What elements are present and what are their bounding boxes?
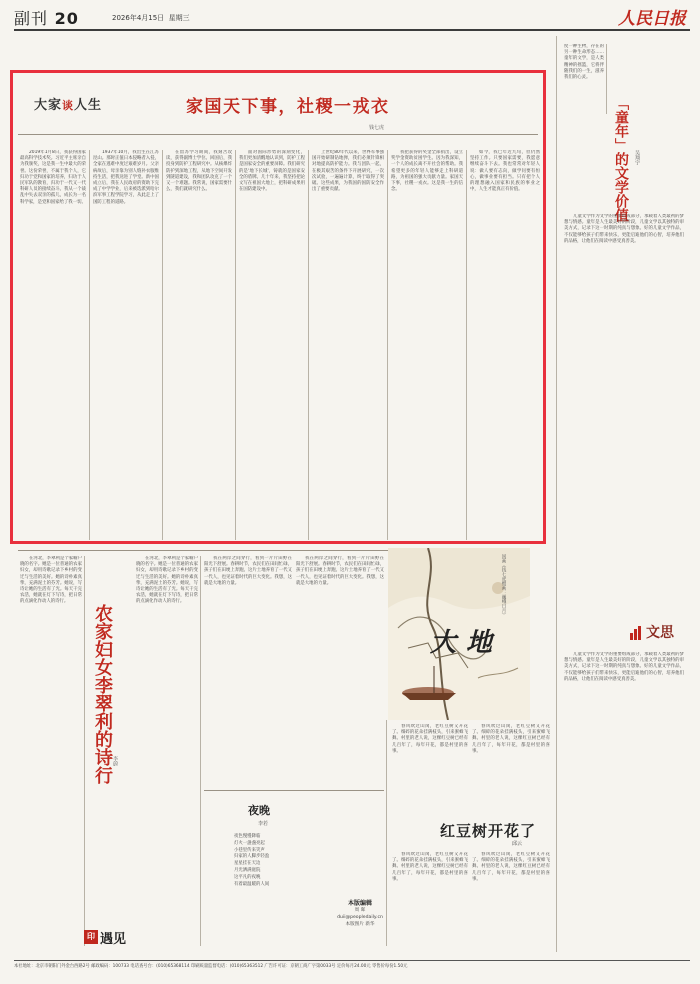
poem-line: 星星挂在天边 <box>234 861 261 867</box>
poem-line: 月光洒满庭院 <box>234 867 261 873</box>
feature-rule <box>18 134 538 135</box>
feature-column-7: 如今，我已年近九旬，但仍然坚持工作。只要国家需要，我愿意继续奋斗下去。我也常常对年轻人说：做人要有志向，做学问要有恒心，做事业要有担当。只有把个人的理想融入国家和民族的事业之中，人生才能真正有价值。 <box>470 150 540 193</box>
feature-column-6: 我把获得的奖金全部捐出，设立奖学金资助贫困学生。因为我深知，一个人的成长离不开社会的帮助。我希望更多的年轻人能够走上科研道路，为祖国的强大贡献力量。家国天下事，社稷一戎衣。这是我一生的信念。 <box>391 150 463 193</box>
feature-column-5: 上世纪80年代以来，世界军事强国开始研制钻地弹，我们必须针锋相对地提高防护能力。我与团队一起，在极其艰苦的条件下开展研究，一次次试验，一遍遍计算，终于取得了突破。这些成果，为我国的国防安全作出了重要贡献。 <box>312 150 384 193</box>
encounter-stamp: 印 遇见 <box>84 928 128 948</box>
column-divider <box>84 556 85 946</box>
poem-author: 李若 <box>258 821 269 827</box>
column-divider <box>162 150 163 540</box>
poem-lines <box>234 834 314 888</box>
poem-line: 夜色慢慢降临 <box>234 834 261 839</box>
red-bean-body: 春风吹过山岗，老红豆树又开花了。细碎的花朵挂满枝头，引来蜜蜂飞舞。村里的老人说，这棵红豆树已经有几百年了，每年开花，都是村里的喜事。 <box>392 852 468 882</box>
feature-column-1: 2019年1月8日，我获得国家最高科学技术奖。习近平主席亲自为我颁奖，这是我一生中最大的荣誉。这份荣誉，不属于我个人，它归功于党和国家的培养，归功于人民军队的教育，归功于一代又一代科研人员的接续奋斗。我从一个战乱中失去双亲的孤儿，成长为一名科学家，是党和国家给了我一切。 <box>20 150 86 205</box>
header-rule <box>14 29 690 31</box>
middle-body: 我在两岸之间穿行，看到一片片田野在阳光下舒展。春耕时节，农民们在田间忙碌，孩子们在田埂上奔跑。这片土地养育了一代又一代人，也见证着时代的巨大变化。我想，这就是大地的力量。 <box>204 556 292 586</box>
page-header <box>14 4 690 30</box>
column-tag: 大家谈人生 <box>34 98 103 113</box>
poem-line: 小巷里传来笑声 <box>234 847 265 853</box>
issue-date: 2026年4月15日 星期三 <box>112 14 190 22</box>
red-bean-body-2: 春风吹过山岗，老红豆树又开花了。细碎的花朵挂满枝头，引来蜜蜂飞舞。村里的老人说，这棵红豆树已经有几百年了，每年开花，都是村里的喜事。 <box>472 852 550 882</box>
column-divider <box>466 150 467 540</box>
weekday: 星期三 <box>168 14 190 22</box>
editor-email: duii@peopledaily.cn <box>337 915 383 920</box>
feature-author: 钱七虎 <box>369 125 385 131</box>
column-divider <box>387 150 388 540</box>
feature-column-2: 1937年10月，我出生在江苏昆山。那时正值日本侵略者入侵，全家在逃难中度过艰难岁月。父亲病故后，母亲靠为别人缝补衣服维持生活，把我送进了学堂。新中国成立后，我在人民政府的资助下完成了中学学业，后来被选派到哈尔滨军事工程学院学习，从此走上了国防工程的道路。 <box>93 150 159 205</box>
bars-icon <box>630 626 644 640</box>
poem-line: 有着最温暖的人间 <box>234 881 270 887</box>
red-bean-author: 邱云 <box>512 841 523 847</box>
editor-note: 本版图片 新华 <box>345 922 375 927</box>
sidebar-body-continued: 儿童文学作为文学的重要组成部分，承载着人类最初的梦想与情感。童年是人生最美好的阶段，儿童文学以其独特的审美方式，记录下这一时期的纯真与想象。好的儿童文学作品，不仅能够给孩子们带来快乐，更能启迪他们的心智，培养他们的品格，让他们在阅读中感受真善美。 <box>564 652 684 682</box>
poem-line: 灯火一盏盏亮起 <box>234 840 265 846</box>
sidebar-divider <box>556 36 557 952</box>
lower-left-author: 李蔚 <box>112 756 118 766</box>
middle-body-2: 我在两岸之间穿行，看到一片片田野在阳光下舒展。春耕时节，农民们在田间忙碌，孩子们在田埂上奔跑。这片土地养育了一代又一代人，也见证着时代的巨大变化。我想，这就是大地的力量。 <box>296 556 384 586</box>
poem-line: 这平凡的夜晚 <box>234 874 261 880</box>
masthead-logo: 人民日报 <box>618 9 686 29</box>
seal-icon: 印 <box>84 930 98 944</box>
red-bean-body-top-2: 春风吹过山岗，老红豆树又开花了。细碎的花朵挂满枝头，引来蜜蜂飞舞。村里的老人说，这棵红豆树已经有几百年了，每年开花，都是村里的喜事。 <box>472 724 550 754</box>
column-divider <box>606 44 607 114</box>
culture-badge: 文思 <box>630 620 682 646</box>
column-divider <box>200 556 201 946</box>
poem-rule <box>204 790 384 791</box>
column-divider <box>308 150 309 540</box>
lower-left-body: 在河北，李翠利是个家喻户晓的名字。她是一位普通的农家妇女，却用诗歌记录下乡村的变迁与生活的美好。她的诗朴素真挚，充满泥土的芬芳。她说，写诗让她的生活有了光。每天干完农活，她就在灯下写诗，把日常的点滴化作动人的诗行。 <box>20 556 82 605</box>
sidebar-intro: 度一种生物，存在的另一种生命形态……童年的文学，是人类精神的摇篮，它将伴随我们的一生，滋养我们的心灵。 <box>564 44 604 81</box>
sidebar-title: 「童年」的文学价值 <box>613 96 629 222</box>
page-footer: 本社地址：北京市朝阳门外金台西路2号 邮政编码：100733 电话查号台：(010)65368114 印刷质量监督电话：(010)65363512 广告许可证：京朝工商广字第0033号 定价每月24.00元 零售价每份1.50元 <box>14 960 690 972</box>
sidebar-author: 吴翔宇 <box>634 150 640 165</box>
red-bean-body-top: 春风吹过山岗，老红豆树又开花了。细碎的花朵挂满枝头，引来蜜蜂飞舞。村里的老人说，这棵红豆树已经有几百年了，每年开花，都是村里的喜事。 <box>392 724 468 754</box>
lower-left-title: 农家妇女李翠利的诗行 <box>92 604 113 784</box>
column-divider <box>89 150 90 540</box>
poem-line: 归家的人脚步轻盈 <box>234 854 270 860</box>
poem-title: 夜晚 <box>248 804 270 817</box>
lower-left-body-2: 在河北，李翠利是个家喻户晓的名字。她是一位普通的农家妇女，却用诗歌记录下乡村的变迁与生活的美好。她的诗朴素真挚，充满泥土的芬芳。她说，写诗让她的生活有了光。每天干完农活，她就在灯下写诗，把日常的点滴化作动人的诗行。 <box>136 556 198 605</box>
red-bean-title: 红豆树开花了 <box>440 822 537 840</box>
column-divider <box>235 150 236 540</box>
painting-title: 大地 <box>430 628 503 658</box>
feature-column-3: 在留苏学习期间，我刻苦攻读，获得副博士学位。回国后，我投身到防护工程研究中。从核爆炸防护到深地工程，从地下空间开发到隧道建设，我和团队攻克了一个又一个难题。我常说，国家需要什么，我们就研究什么。 <box>166 150 232 193</box>
sidebar-body: 儿童文学作为文学的重要组成部分，承载着人类最初的梦想与情感。童年是人生最美好的阶段，儿童文学以其独特的审美方式，记录下这一时期的纯真与想象。好的儿童文学作品，不仅能够给孩子们带来快乐，更能启迪他们的心智，培养他们的品格，让他们在阅读中感受真善美。 <box>564 214 684 244</box>
section-label: 副刊 20 <box>14 9 79 28</box>
feature-title: 家国天下事，社稷一戎衣 <box>186 97 390 117</box>
page-number: 20 <box>54 9 79 28</box>
painting-caption: 国画《钱七虎赠画：巍峨日月》 <box>501 554 506 617</box>
section-rule <box>18 550 388 551</box>
editor-name: 周 晖 <box>354 908 366 913</box>
feature-column-4: 面对国际形势的深刻变化，我们更加清醒地认识到，防护工程是国家安全的重要屏障。我们研究的是'地下长城'，铸就的是国家安全的盾牌。几十年来，我坚持把论文写在祖国大地上，把科研成果用在国防建设中。 <box>239 150 305 193</box>
editor-info: 本版编辑 周 晖 duii@peopledaily.cn 本版图片 新华 <box>330 900 390 948</box>
